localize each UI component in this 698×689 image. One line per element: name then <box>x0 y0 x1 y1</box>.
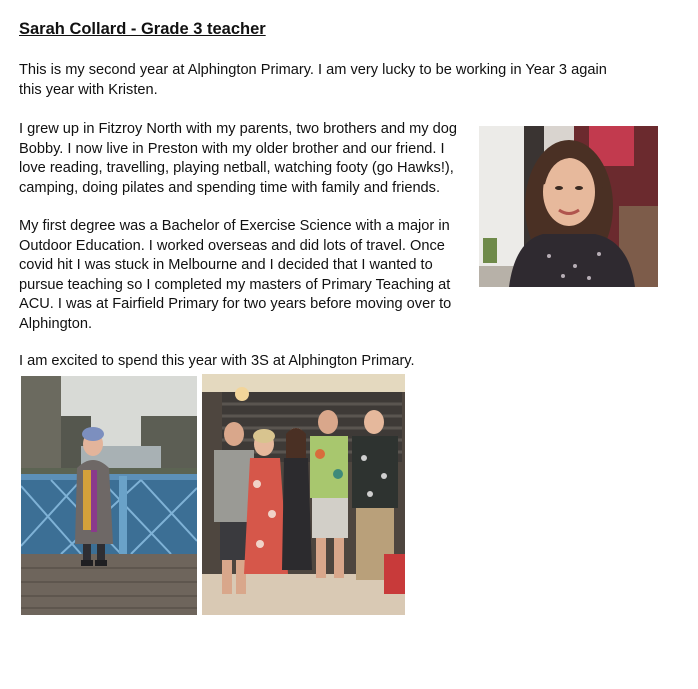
page-title: Sarah Collard - Grade 3 teacher <box>19 20 266 38</box>
bridge-photo <box>21 376 197 615</box>
background-paragraph: I grew up in Fitzroy North with my parents, two brothers and my dog Bobby. I now live in Preston with my older brother and our friend. I love reading, travelling, playing netball, watching footy (go Hawks!), camping, doing pilates and spending time with family and friends. <box>19 121 457 196</box>
portrait-photo <box>479 126 658 287</box>
education-paragraph: My first degree was a Bachelor of Exercise Science with a major in Outdoor Education. I worked overseas and did lots of travel. Once covid hit I was stuck in Melbourne and I decided that I wanted to pursue teaching so I completed my masters of Primary Teaching at ACU. I was at Fairfield Primary for two years before moving over to Alphington. <box>19 218 452 332</box>
closing-paragraph: I am excited to spend this year with 3S at Alphington Primary. <box>19 353 415 369</box>
family-photo <box>202 374 405 615</box>
intro-paragraph: This is my second year at Alphington Primary. I am very lucky to be working in Year 3 again this year with Kristen. <box>19 62 607 98</box>
